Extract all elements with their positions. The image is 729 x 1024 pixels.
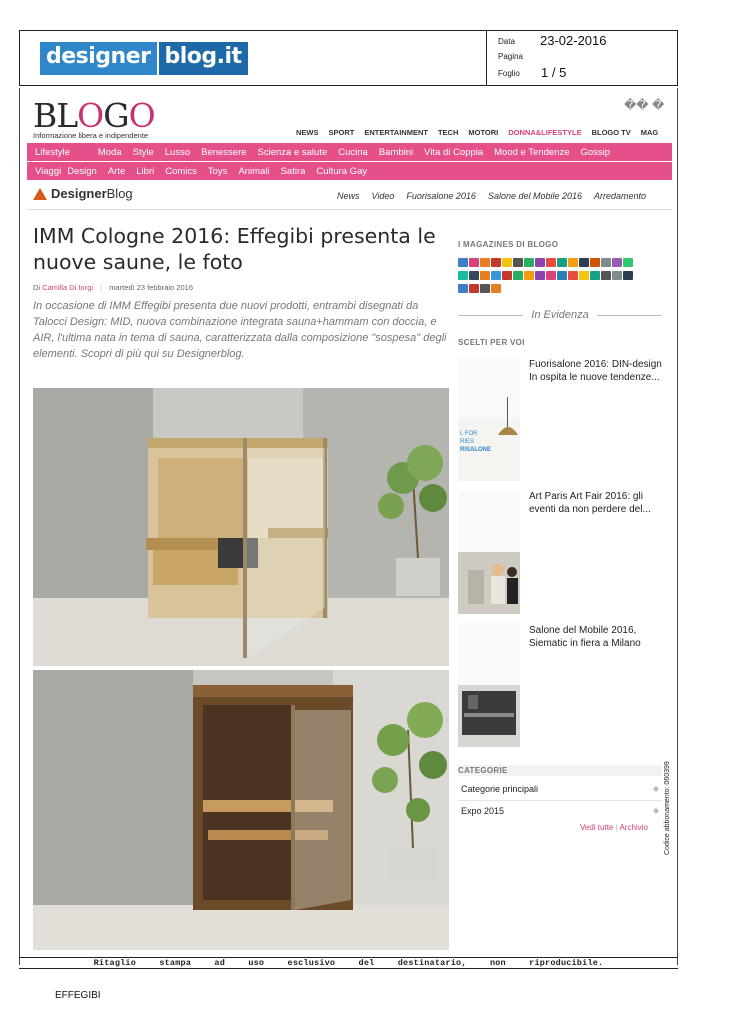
subscription-code: Codice abbonamento: 060399 [664, 761, 671, 855]
mag-icon[interactable] [612, 258, 622, 267]
mag-icon[interactable] [535, 271, 545, 280]
cat-benessere[interactable]: Benessere [201, 146, 247, 158]
mag-icon[interactable] [469, 258, 479, 267]
article-lead: In occasione di IMM Effegibi presenta due nuovi prodotti, entrambi disegnati da Talocci Design: MID, nuova combinazione integrata sauna+hammam con doccia, e AIR, l'ultima nata in tema di sauna, caratterizzata dalla composizione "sospesa" degli elementi. Scopri di più qui su Designerblog. [33, 300, 447, 360]
site-tagline: Informazione libera e indipendente [33, 131, 149, 140]
clipping-header-separator [486, 30, 487, 86]
magazines-icon-row-2 [458, 271, 633, 280]
thumb-caption-line1: L FOR [460, 431, 478, 437]
link-divider: | [615, 823, 618, 832]
cat-moda[interactable]: Moda [97, 146, 122, 158]
art-paris-thumb-image [458, 490, 520, 614]
logo-letters-bl: BL [33, 96, 78, 135]
mag-icon[interactable] [546, 271, 556, 280]
mag-icon[interactable] [590, 271, 600, 280]
pagina-label: Pagina [498, 52, 523, 61]
scelti-per-voi-heading: SCELTI PER VOI [458, 338, 525, 347]
top-nav-mag[interactable]: MAG [640, 128, 659, 137]
cat-cultura-gay[interactable]: Cultura Gay [316, 165, 368, 177]
mag-icon[interactable] [502, 258, 512, 267]
mag-icon[interactable] [524, 271, 534, 280]
cat-gossip[interactable]: Gossip [580, 146, 611, 158]
mag-icon[interactable] [491, 284, 501, 293]
designerblog-sub-logo[interactable] [33, 186, 133, 201]
mag-icon[interactable] [513, 271, 523, 280]
cat-scienza-salute[interactable]: Scienza e salute [257, 146, 328, 158]
category-divider [458, 800, 662, 801]
mag-icon[interactable] [524, 258, 534, 267]
category-item-expo[interactable] [458, 806, 662, 816]
data-label: Data [498, 37, 515, 46]
designerblog-triangle-icon [33, 188, 47, 200]
mag-icon[interactable] [469, 284, 479, 293]
mag-icon[interactable] [557, 271, 567, 280]
sidebar-article-2-title[interactable]: Art Paris Art Fair 2016: gli eventi da non perdere del... [529, 491, 651, 515]
header-divider [27, 209, 672, 210]
top-nav-tech[interactable]: TECH [437, 128, 459, 137]
sidebar-thumb-art-paris[interactable] [458, 490, 520, 614]
evidenza-line-right [597, 315, 662, 316]
client-name: EFFEGIBI [55, 990, 101, 1001]
diamond-icon: ◆ [652, 806, 659, 815]
clipping-footer-note: Ritaglio stampa ad uso esclusivo del destinatario, non riproducibile. [93, 958, 604, 968]
cat-cucina[interactable]: Cucina [338, 146, 368, 158]
in-evidenza-divider [458, 309, 662, 321]
mag-icon[interactable] [568, 271, 578, 280]
cat-satira[interactable]: Satira [280, 165, 306, 177]
cat-comics[interactable]: Comics [165, 165, 197, 177]
cat-style[interactable]: Style [132, 146, 154, 158]
social-icons[interactable]: �� � [624, 98, 665, 112]
categorie-heading: CATEGORIE [458, 765, 662, 776]
top-nav-motori[interactable]: MOTORI [468, 128, 499, 137]
cat-viaggi[interactable]: Viaggi [35, 165, 62, 177]
blogo-logo[interactable] [33, 96, 155, 135]
cat-lifestyle[interactable]: Lifestyle [35, 146, 70, 158]
magazines-heading: I MAGAZINES DI BLOGO [458, 240, 559, 249]
diamond-icon: ◆ [652, 784, 659, 793]
article-photo-mid-sauna[interactable] [33, 388, 449, 666]
cat-libri[interactable]: Libri [136, 165, 155, 177]
mag-icon[interactable] [480, 271, 490, 280]
sauna-air-illustration [33, 670, 449, 950]
category-item-main[interactable] [458, 784, 662, 794]
source-logo-part2: blog.it [157, 42, 248, 75]
logo-letter-o2: O [128, 96, 155, 135]
top-nav-entertainment[interactable]: ENTERTAINMENT [364, 128, 428, 137]
mag-icon[interactable] [579, 271, 589, 280]
top-nav-blogo-tv[interactable]: BLOGO TV [591, 128, 631, 137]
category-bar-row2 [27, 162, 672, 180]
foglio-label: Foglio [498, 69, 520, 78]
mag-icon[interactable] [480, 258, 490, 267]
mag-icon[interactable] [601, 258, 611, 267]
data-value: 23-02-2016 [540, 33, 607, 48]
siematic-thumb-image [458, 623, 520, 747]
sauna-mid-illustration [33, 388, 449, 666]
subnav-arredamento[interactable]: Arredamento [594, 191, 647, 201]
category-item-label: Categorie principali [461, 784, 539, 794]
logo-letter-o: O [77, 96, 104, 135]
mag-icon[interactable] [612, 271, 622, 280]
cat-bambini[interactable]: Bambini [378, 146, 414, 158]
mag-icon[interactable] [491, 271, 501, 280]
mag-icon[interactable] [535, 258, 545, 267]
magazines-icon-row-1 [458, 258, 633, 267]
cat-animali[interactable]: Animali [238, 165, 270, 177]
sub-logo-blog: Blog [106, 186, 133, 201]
source-logo-part1: designer [40, 42, 157, 75]
thumb-caption-line2: RIES [460, 439, 475, 445]
category-item-label: Expo 2015 [461, 806, 505, 816]
mag-icon[interactable] [458, 271, 468, 280]
subnav-fuorisalone[interactable]: Fuorisalone 2016 [406, 191, 476, 201]
subnav-salone-mobile[interactable]: Salone del Mobile 2016 [487, 191, 583, 201]
category-bar-row1 [27, 143, 672, 161]
logo-letter-g: G [103, 96, 129, 135]
fuorisalone-thumb-image [458, 357, 520, 481]
foglio-value: 1 / 5 [541, 65, 567, 80]
mag-icon[interactable] [601, 271, 611, 280]
cat-mood-tendenze[interactable]: Mood e Tendenze [494, 146, 570, 158]
designerblog-source-logo [40, 42, 248, 75]
footer-rule-bottom [19, 968, 678, 969]
section-sub-nav [337, 191, 646, 201]
mag-icon[interactable] [568, 258, 578, 267]
category-links [580, 823, 648, 832]
mag-icon[interactable] [623, 258, 633, 267]
archivio-link[interactable]: Archivio [619, 823, 648, 832]
mag-icon[interactable] [579, 258, 589, 267]
author-link[interactable]: Camilla Di Iorgi [42, 283, 94, 292]
sidebar-article-3-title[interactable]: Salone del Mobile 2016, Siematic in fiera a Milano [529, 625, 641, 649]
article-date: martedì 23 febbraio 2016 [109, 283, 193, 292]
article-title: IMM Cologne 2016: Effegibi presenta le nuove saune, le foto [33, 224, 436, 274]
mag-icon[interactable] [502, 271, 512, 280]
subnav-video[interactable]: Video [371, 191, 395, 201]
mag-icon[interactable] [590, 258, 600, 267]
magazines-icon-row-3 [458, 284, 501, 293]
mag-icon[interactable] [513, 258, 523, 267]
top-nav [296, 128, 658, 137]
mag-icon[interactable] [557, 258, 567, 267]
thumb-caption-line3: RISALONE [460, 447, 492, 453]
mag-icon[interactable] [458, 258, 468, 267]
top-nav-donna-lifestyle[interactable]: DONNA&LIFESTYLE [508, 128, 582, 137]
mag-icon[interactable] [480, 284, 490, 293]
mag-icon[interactable] [458, 284, 468, 293]
byline-prefix: Di [33, 283, 41, 292]
cat-lusso[interactable]: Lusso [164, 146, 191, 158]
vedi-tutte-link[interactable]: Vedi tutte [580, 823, 614, 832]
evidenza-line-left [458, 315, 523, 316]
subnav-news[interactable]: News [337, 191, 360, 201]
top-nav-sport[interactable]: SPORT [328, 128, 355, 137]
mag-icon[interactable] [469, 271, 479, 280]
article-photo-air-sauna[interactable] [33, 670, 449, 950]
sidebar-thumb-fuorisalone[interactable] [458, 357, 520, 481]
cat-design[interactable]: Design [67, 165, 97, 177]
mag-icon[interactable] [623, 271, 633, 280]
top-nav-news[interactable]: NEWS [296, 128, 319, 137]
article-byline [33, 283, 193, 292]
mag-icon[interactable] [546, 258, 556, 267]
sub-logo-designer: Designer [51, 186, 107, 201]
cat-vita-di-coppia[interactable]: Vita di Coppia [424, 146, 484, 158]
cat-arte[interactable]: Arte [107, 165, 126, 177]
in-evidenza-label[interactable]: In Evidenza [531, 309, 589, 321]
sidebar-article-1-title[interactable]: Fuorisalone 2016: DIN-design In ospita le nuove tendenze... [529, 359, 662, 383]
mag-icon[interactable] [491, 258, 501, 267]
sidebar-thumb-siematic[interactable] [458, 623, 520, 747]
byline-divider: | [100, 283, 103, 292]
cat-toys[interactable]: Toys [207, 165, 228, 177]
